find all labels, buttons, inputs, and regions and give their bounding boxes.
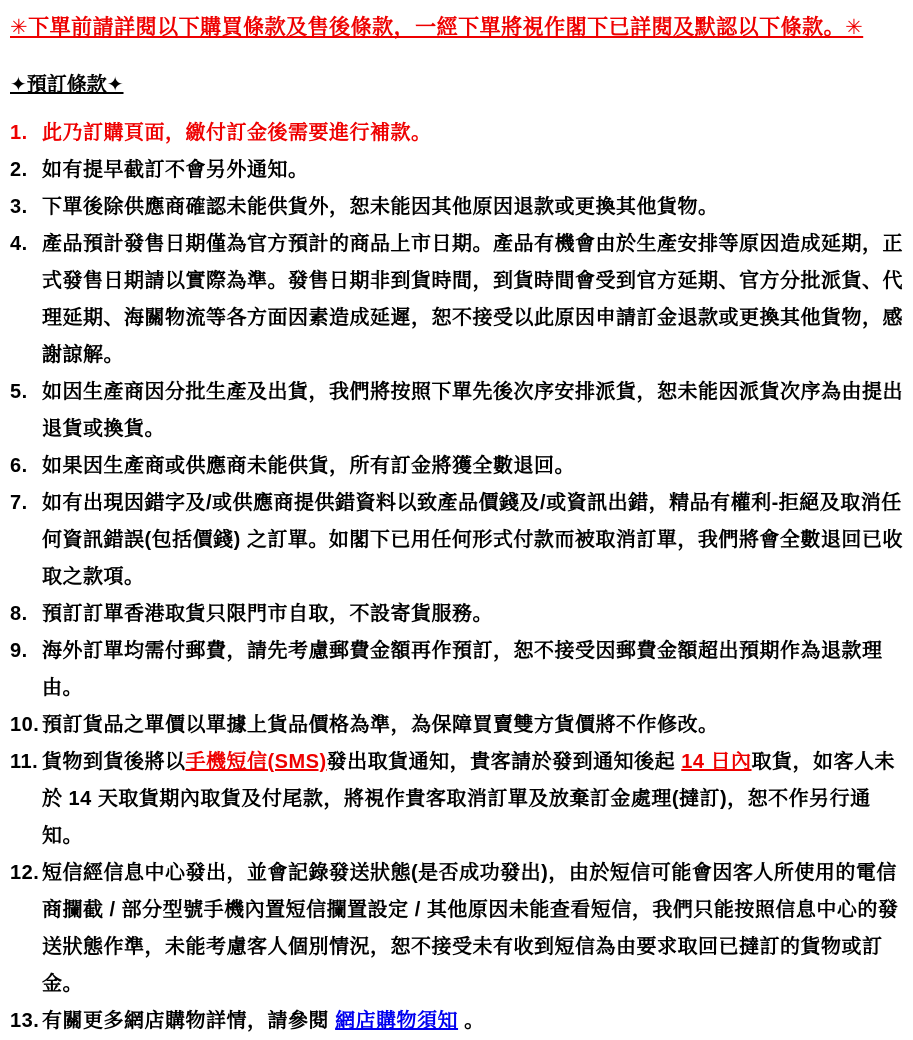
term-item-12	[10, 855, 905, 1003]
term-item-4	[10, 226, 905, 374]
term-11-text-mid: 發出取貨通知，貴客請於發到通知後起	[326, 751, 682, 773]
shop-guide-link[interactable]: 網店購物須知	[335, 1010, 459, 1032]
term-item-3	[10, 189, 905, 226]
term-text: 產品預計發售日期僅為官方預計的商品上市日期。產品有機會由於生產安排等原因造成延期，正式發售日期請以實際為準。發售日期非到貨時間，到貨時間會受到官方延期、官方分批派貨、代理延期、海關物流等各方面因素造成延遲，恕不接受以此原因申請訂金退款或更換其他貨物，感謝諒解。	[42, 233, 903, 366]
term-number: 7.	[10, 492, 28, 514]
term-text: 短信經信息中心發出，並會記錄發送狀態(是否成功發出)，由於短信可能會因客人所使用的電信商攔截 / 部分型號手機內置短信攔置設定 / 其他原因未能查看短信，我們只能按照信息中心的發送狀態作準，未能考慮客人個別情況，恕不接受未有收到短信為由要求取回已撻訂的貨物或訂金。	[42, 862, 899, 995]
term-text	[42, 1003, 905, 1040]
preorder-notice-header: ✳下單前請詳閱以下購買條款及售後條款，一經下單將視作閣下已詳閱及默認以下條款。✳	[10, 16, 864, 39]
terms-list	[10, 115, 905, 1040]
term-item-9	[10, 633, 905, 707]
term-text	[42, 744, 905, 855]
term-item-8	[10, 596, 905, 633]
term-number: 2.	[10, 159, 28, 181]
term-text: 預訂訂單香港取貨只限門市自取，不設寄貨服務。	[42, 603, 493, 625]
term-number: 8.	[10, 603, 28, 625]
term-number: 13.	[10, 1010, 40, 1032]
term-13-text-post: 。	[458, 1010, 485, 1032]
term-item-10	[10, 707, 905, 744]
term-item-11	[10, 744, 905, 855]
term-number: 6.	[10, 455, 28, 477]
term-11-text-post: 取貨，如客人未於 14 天取貨期內取貨及付尾款，將視作貴客取消訂單及放棄訂金處理(撻訂)，恕不作另行通知。	[42, 751, 896, 847]
term-number: 4.	[10, 233, 28, 255]
term-item-2	[10, 152, 905, 189]
term-text: 下單後除供應商確認未能供貨外，恕未能因其他原因退款或更換其他貨物。	[42, 196, 719, 218]
term-text: 此乃訂購頁面，繳付訂金後需要進行補款。	[42, 122, 432, 144]
term-number: 5.	[10, 381, 28, 403]
term-text: 海外訂單均需付郵費，請先考慮郵費金額再作預訂，恕不接受因郵費金額超出預期作為退款理由。	[42, 640, 883, 699]
term-text: 如因生產商因分批生產及出貨，我們將按照下單先後次序安排派貨，恕未能因派貨次序為由提出退貨或換貨。	[42, 381, 903, 440]
term-number: 3.	[10, 196, 28, 218]
term-number: 1.	[10, 122, 28, 144]
term-text: 預訂貨品之單價以單據上貨品價格為準，為保障買賣雙方貨價將不作修改。	[42, 714, 719, 736]
term-item-7	[10, 485, 905, 596]
term-number: 12.	[10, 862, 40, 884]
term-text: 如有提早截訂不會另外通知。	[42, 159, 309, 181]
term-11-text-pre: 貨物到貨後將以	[42, 751, 186, 773]
term-item-13	[10, 1003, 905, 1040]
term-text: 如果因生產商或供應商未能供貨，所有訂金將獲全數退回。	[42, 455, 575, 477]
term-item-5	[10, 374, 905, 448]
term-text: 如有出現因錯字及/或供應商提供錯資料以致產品價錢及/或資訊出錯，精品有權利-拒絕及取消任何資訊錯誤(包括價錢) 之訂單。如閣下已用任何形式付款而被取消訂單，我們將會全數退回已收取之款項。	[42, 492, 903, 588]
sms-notice-emphasis: 手機短信(SMS)	[185, 751, 327, 773]
term-item-6	[10, 448, 905, 485]
term-number: 9.	[10, 640, 28, 662]
pickup-deadline-emphasis: 14 日內	[681, 751, 752, 773]
section-title-preorder-terms: ✦預訂條款✦	[10, 74, 124, 96]
term-number: 11.	[10, 751, 39, 773]
term-item-1	[10, 115, 905, 152]
term-number: 10.	[10, 714, 40, 736]
term-13-text-pre: 有關更多網店購物詳情，請參閱	[42, 1010, 336, 1032]
